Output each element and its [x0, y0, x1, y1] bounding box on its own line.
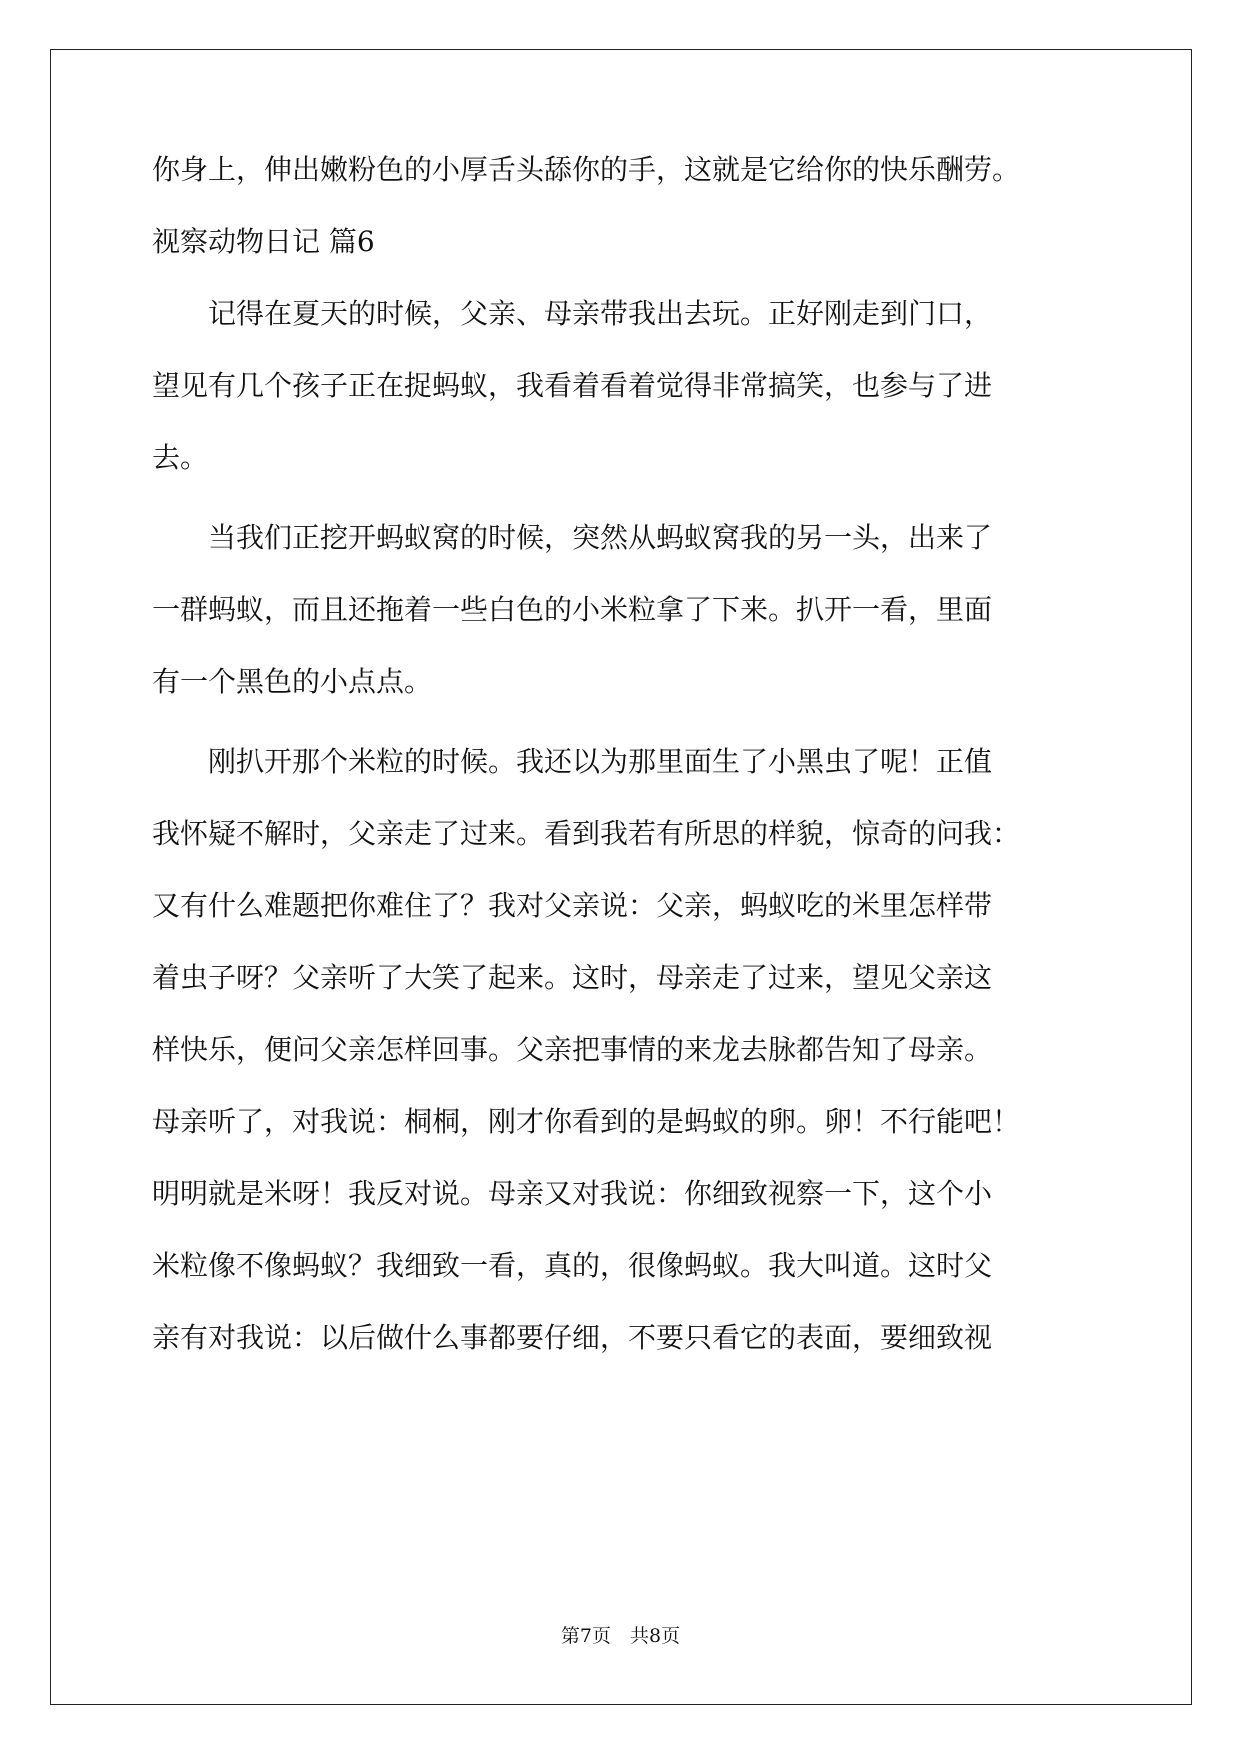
text-line: 母亲听了，对我说：桐桐，刚才你看到的是蚂蚁的卵。卵！不行能吧！ — [152, 1105, 1021, 1138]
text-line: 你身上，伸出嫩粉色的小厚舌头舔你的手，这就是它给你的快乐酬劳。 — [152, 153, 1021, 186]
page-number-footer: 第7页 共8页 — [560, 1625, 681, 1647]
section-heading: 视察动物日记 篇6 — [152, 225, 375, 258]
text-line: 望见有几个孩子正在捉蚂蚁，我看着看着觉得非常搞笑，也参与了进 — [152, 369, 993, 402]
text-line: 去。 — [152, 441, 209, 474]
text-line: 当我们正挖开蚂蚁窝的时候，突然从蚂蚁窝我的另一头，出来了 — [152, 521, 993, 554]
text-line: 又有什么难题把你难住了？我对父亲说：父亲，蚂蚁吃的米里怎样带 — [152, 889, 993, 922]
text-line: 一群蚂蚁，而且还拖着一些白色的小米粒拿了下来。扒开一看，里面 — [152, 593, 993, 626]
text-line: 我怀疑不解时，父亲走了过来。看到我若有所思的样貌，惊奇的问我： — [152, 817, 1021, 850]
text-line: 米粒像不像蚂蚁？我细致一看，真的，很像蚂蚁。我大叫道。这时父 — [152, 1249, 993, 1282]
text-line: 明明就是米呀！我反对说。母亲又对我说：你细致视察一下，这个小 — [152, 1177, 993, 1210]
text-line: 样快乐，便问父亲怎样回事。父亲把事情的来龙去脉都告知了母亲。 — [152, 1033, 993, 1066]
text-line: 刚扒开那个米粒的时候。我还以为那里面生了小黑虫了呢！正值 — [152, 745, 993, 778]
text-line: 着虫子呀？父亲听了大笑了起来。这时，母亲走了过来，望见父亲这 — [152, 961, 993, 994]
text-line: 记得在夏天的时候，父亲、母亲带我出去玩。正好刚走到门口， — [152, 297, 993, 330]
text-line: 有一个黑色的小点点。 — [152, 665, 433, 698]
text-line: 亲有对我说：以后做什么事都要仔细，不要只看它的表面，要细致视 — [152, 1321, 993, 1354]
